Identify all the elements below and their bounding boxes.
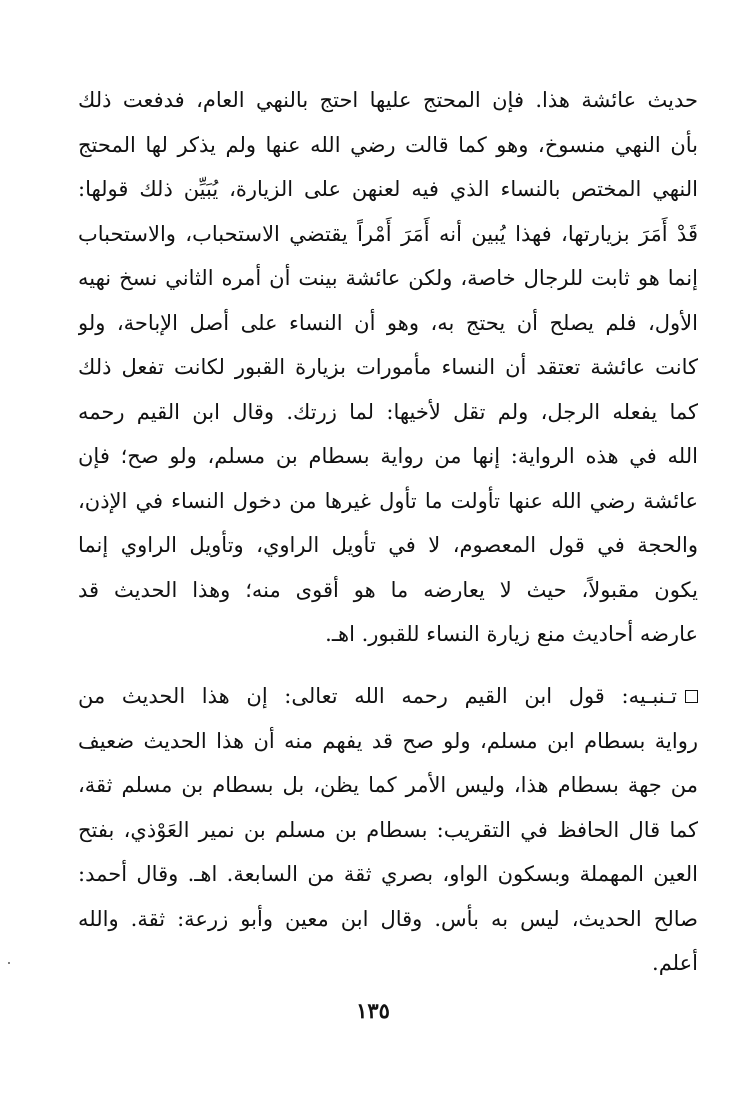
square-bullet-icon [685,690,698,703]
text-line: العين المهملة وبسكون الواو، بصري ثقة من السابعة. اهـ. وقال أحمد: [78,862,698,886]
text-line: الأول، فلم يصلح أن يحتج به، وهو أن النساء على أصل الإباحة، ولو [78,310,698,335]
text-line: عائشة رضي الله عنها تأولت ما تأول غيرها من دخول النساء في الإذن، [78,488,698,513]
text-line: الله في هذه الرواية: إنها من رواية بسطام بن مسلم، ولو صح؛ فإن [78,444,698,468]
text-line: من جهة بسطام هذا، وليس الأمر كما يظن، بل بسطام بن مسلم ثقة، [78,773,698,797]
text-line: والحجة في قول المعصوم، لا في تأويل الراوي، وتأويل الراوي إنما [78,533,698,557]
note-paragraph [78,674,698,986]
text-line: النهي المختص بالنساء الذي فيه لعنهن على الزيارة، يُبَيِّن ذلك قولها: [78,177,698,201]
text-line: عارضه أحاديث منع زيارة النساء للقبور. اهـ. [325,622,698,646]
note-first-line [78,674,698,719]
text-line: صالح الحديث، ليس به بأس. وقال ابن معين وأبو زرعة: ثقة. والله [78,906,698,931]
text-line: بأن النهي منسوخ، وهو كما قالت رضي الله عنها ولم يذكر لها المحتج [78,132,698,157]
text-line: كما يفعله الرجل، ولم تقل لأخيها: لما زرتك. وقال ابن القيم رحمه [78,399,698,424]
text-line: رواية بسطام ابن مسلم، ولو صح قد يفهم منه أن هذا الحديث ضعيف [78,728,698,753]
text-line: حديث عائشة هذا. فإن المحتج عليها احتج بالنهي العام، فدفعت ذلك [78,88,698,112]
text-line: قَدْ أَمَرَ بزيارتها، فهذا يُبين أنه أَمَرَ أَمْراً يقتضي الاستحباب، والاستحباب [78,221,698,246]
main-paragraph [78,78,698,657]
text-line: إنما هو ثابت للرجال خاصة، ولكن عائشة بينت أن أمره الثاني نسخ نهيه [78,266,698,290]
text-line: تـنبـيه: قول ابن القيم رحمه الله تعالى: إن هذا الحديث من [78,684,677,708]
page-number: ١٣٥ [356,998,390,1023]
text-line: كما قال الحافظ في التقريب: بسطام بن مسلم بن نمير العَوْذي، بفتح [78,817,698,842]
text-line: كانت عائشة تعتقد أن النساء مأمورات بزيارة القبور لكانت تفعل ذلك [78,355,698,379]
text-line: أعلم. [652,951,698,975]
text-line: يكون مقبولاً، حيث لا يعارضه ما هو أقوى منه؛ وهذا الحديث قد [78,577,698,602]
margin-dot [8,962,10,964]
